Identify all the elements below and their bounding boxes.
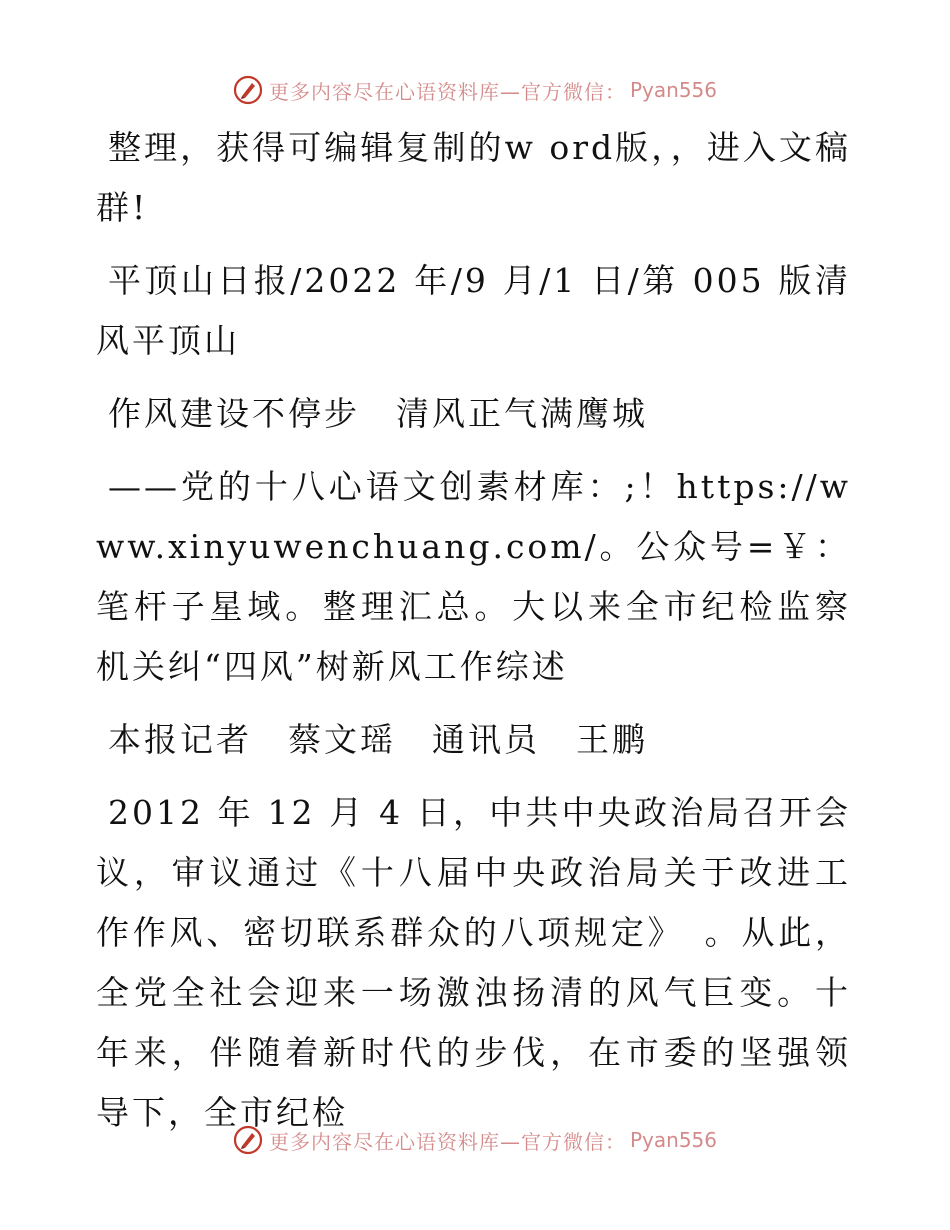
article-subtitle: ——党的十八心语文创素材库：;！https://www.xinyuwenchuang.com/。公众号=￥：笔杆子星域。整理汇总。大以来全市纪检监察机关纠“四风”树新风工作综述: [96, 467, 851, 686]
banner-text: 更多内容尽在心语资料库—官方微信：: [268, 79, 626, 104]
pen-logo-icon: [233, 75, 263, 105]
body-paragraph: 2012 年 12 月 4 日，中共中央政治局召开会议，审议通过《十八届中央政治局关于改进工作作风、密切联系群众的八项规定》 。从此，全党全社会迎来一场激浊扬清的风气巨变。十年来，伴随着新时代的步伐，在市委的坚强领导下，全市纪检: [96, 793, 851, 1132]
source-line: 平顶山日报/2022 年/9 月/1 日/第 005 版清风平顶山: [96, 261, 851, 360]
footer-banner: [0, 1120, 950, 1160]
wechat-id: Pyan556: [629, 78, 717, 102]
pen-logo-icon: [233, 1125, 263, 1155]
article-title: 作风建设不停步 清风正气满鹰城: [108, 394, 648, 433]
wechat-id: Pyan556: [629, 1128, 717, 1152]
document-body: [96, 118, 851, 1156]
banner-text: 更多内容尽在心语资料库—官方微信：: [268, 1129, 626, 1154]
intro-paragraph: 整理，获得可编辑复制的w ord版，，进入文稿群!: [96, 128, 851, 227]
header-banner: [0, 70, 950, 110]
byline: 本报记者 蔡文瑶 通讯员 王鹏: [108, 720, 648, 759]
